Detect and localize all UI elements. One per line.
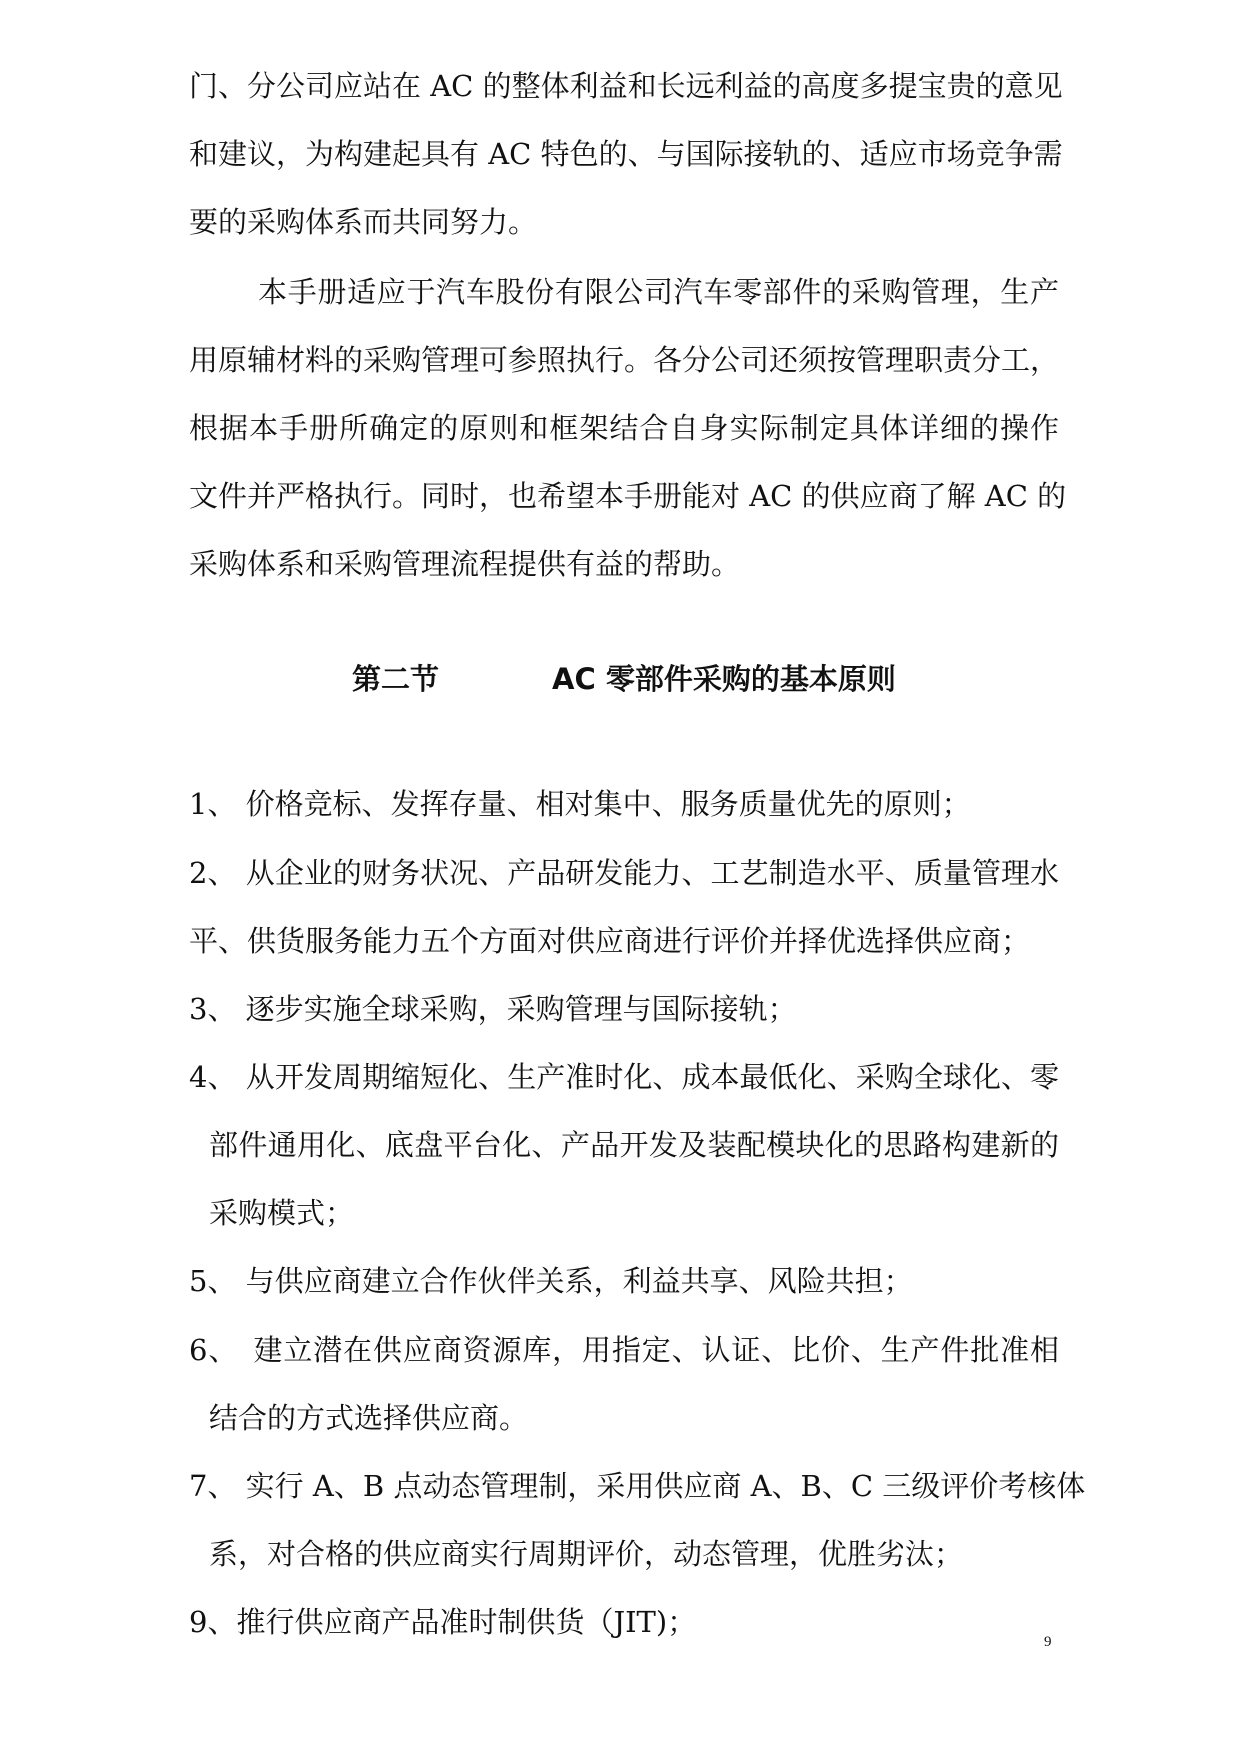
principle-line: 6、 建立潜在供应商资源库，用指定、认证、比价、生产件批准相: [189, 1333, 1059, 1367]
intro-para1-line: 门、分公司应站在 AC 的整体利益和长远利益的高度多提宝贵的意见: [189, 69, 1063, 103]
section-heading: [0, 659, 1241, 699]
intro-para2-line: 采购体系和采购管理流程提供有益的帮助。: [189, 547, 741, 581]
section-number: 第二节: [352, 662, 440, 696]
principle-line: 4、 从开发周期缩短化、生产准时化、成本最低化、采购全球化、零: [189, 1060, 1059, 1094]
intro-para2-line: 根据本手册所确定的原则和框架结合自身实际制定具体详细的操作: [189, 411, 1059, 445]
intro-para1-line: 和建议，为构建起具有 AC 特色的、与国际接轨的、适应市场竞争需: [189, 137, 1063, 171]
principle-line: 平、供货服务能力五个方面对供应商进行评价并择优选择供应商；: [189, 924, 1031, 958]
principle-line: 2、 从企业的财务状况、产品研发能力、工艺制造水平、质量管理水: [189, 856, 1059, 890]
intro-para2-line: 文件并严格执行。同时，也希望本手册能对 AC 的供应商了解 AC 的: [189, 479, 1067, 513]
principle-line: 9、推行供应商产品准时制供货（JIT)；: [189, 1605, 697, 1639]
intro-para1-line: 要的采购体系而共同努力。: [189, 205, 538, 239]
intro-para2-line: 用原辅材料的采购管理可参照执行。各分公司还须按管理职责分工，: [189, 343, 1060, 377]
principle-line: 采购模式；: [209, 1196, 355, 1230]
section-title: AC 零部件采购的基本原则: [552, 662, 896, 696]
principle-line: 7、 实行 A、B 点动态管理制，采用供应商 A、B、C 三级评价考核体: [189, 1469, 1086, 1503]
principle-line: 3、 逐步实施全球采购，采购管理与国际接轨；: [189, 992, 797, 1026]
principle-line: 结合的方式选择供应商。: [209, 1401, 529, 1435]
page-number: 9: [1044, 1634, 1052, 1650]
principle-line: 系，对合格的供应商实行周期评价，动态管理，优胜劣汰；: [209, 1537, 964, 1571]
intro-para2-line: 本手册适应于汽车股份有限公司汽车零部件的采购管理，生产: [258, 275, 1059, 309]
principle-line: 5、 与供应商建立合作伙伴关系，利益共享、风险共担；: [189, 1264, 913, 1298]
principle-line: 部件通用化、底盘平台化、产品开发及装配模块化的思路构建新的: [209, 1128, 1059, 1162]
principle-line: 1、 价格竞标、发挥存量、相对集中、服务质量优先的原则；: [189, 787, 971, 821]
